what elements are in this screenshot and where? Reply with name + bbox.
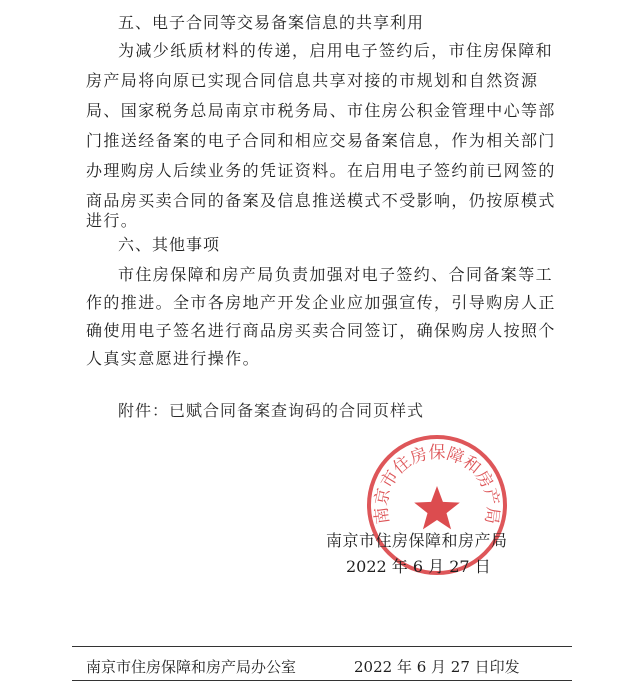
section-6-line: 市住房保障和房产局负责加强对电子签约、合同备案等工 (118, 265, 554, 284)
section-6-heading: 六、其他事项 (118, 235, 221, 254)
section-5-line: 门推送经备案的电子合同和相应交易备案信息，作为相关部门 (86, 131, 556, 150)
attachment-note: 附件：已赋合同备案查询码的合同页样式 (118, 401, 425, 420)
section-5-heading: 五、电子合同等交易备案信息的共享利用 (118, 13, 425, 32)
seal-text: 南京市住房保障和房产局 (371, 443, 503, 526)
section-5-line: 为减少纸质材料的传递，启用电子签约后，市住房保障和 (118, 41, 554, 60)
issue-date: 2022 年 6 月 27 日 (346, 557, 491, 576)
footer-print-date: 2022 年 6 月 27 日印发 (354, 658, 520, 676)
section-5-line: 商品房买卖合同的备案及信息推送模式不受影响，仍按原模式 (86, 191, 556, 210)
section-6-line: 人真实意愿进行操作。 (86, 349, 261, 368)
section-5-line: 房产局将向原已实现合同信息共享对接的市规划和自然资源 (86, 71, 539, 90)
footer-rule-bottom (72, 680, 572, 681)
footer-rule-top (72, 646, 572, 647)
issuer-name: 南京市住房保障和房产局 (326, 531, 508, 550)
seal-star-icon (414, 486, 460, 529)
footer-office: 南京市住房保障和房产局办公室 (86, 658, 297, 676)
section-6-line: 作的推进。全市各房地产开发企业应加强宣传，引导购房人正 (86, 293, 556, 312)
section-5-line: 办理购房人后续业务的凭证资料。在启用电子签约前已网签的 (86, 161, 556, 180)
section-5-line: 进行。 (86, 211, 139, 230)
section-5-line: 局、国家税务总局南京市税务局、市住房公积金管理中心等部 (86, 101, 556, 120)
section-6-line: 确使用电子签名进行商品房买卖合同签订，确保购房人按照个 (86, 321, 556, 340)
